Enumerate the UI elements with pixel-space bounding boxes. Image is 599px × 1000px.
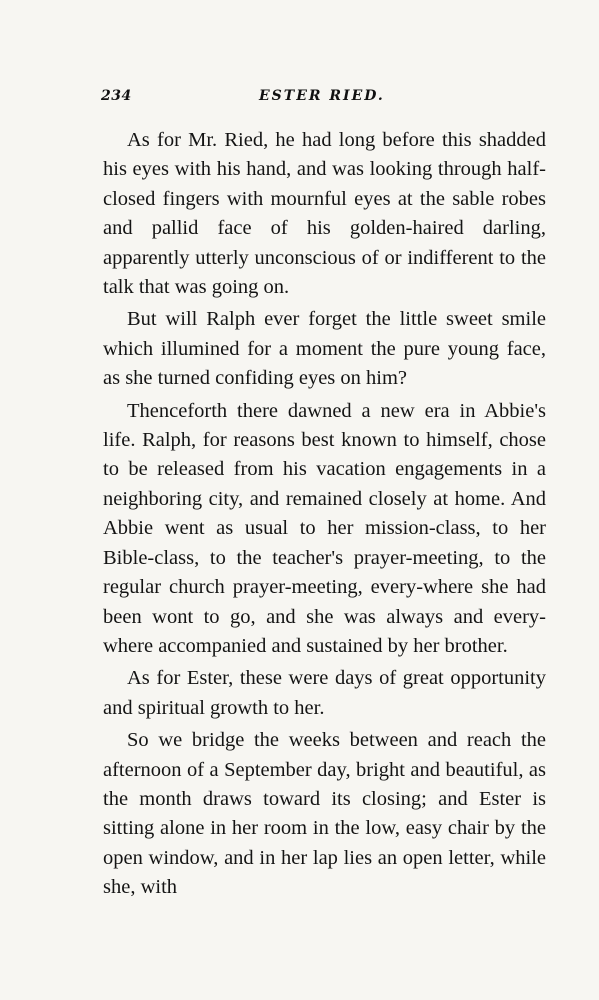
page-number: 234 — [101, 88, 132, 104]
paragraph: As for Mr. Ried, he had long before this shadded his eyes with his hand, and was looking through half-closed fingers with mournful eyes at the sable robes and pallid face of his golden-haired darling, apparently utterly unconscious of or indifferent to the talk that was going on. — [103, 129, 546, 299]
page-header — [101, 88, 547, 110]
paragraph: As for Ester, these were days of great opportunity and spiritual growth to her. — [103, 667, 546, 719]
running-head: ESTER RIED. — [259, 88, 385, 104]
paragraph: But will Ralph ever forget the little sweet smile which illumined for a moment the pure young face, as she turned confiding eyes on him? — [103, 308, 546, 390]
body-text — [103, 126, 546, 903]
paragraph: So we bridge the weeks between and reach the afternoon of a September day, bright and beautiful, as the month draws toward its closing; and Ester is sitting alone in her room in the low, easy chair by the open window, and in her lap lies an open letter, while she, with — [103, 729, 546, 899]
paragraph: Thenceforth there dawned a new era in Abbie's life. Ralph, for reasons best known to himself, chose to be released from his vacation engagements in a neighboring city, and remained closely at home. And Abbie went as usual to her mission-class, to her Bible-class, to the teacher's prayer-meeting, to the regular church prayer-meeting, every-where she had been wont to go, and she was always and every-where accompanied and sustained by her brother. — [103, 399, 546, 657]
